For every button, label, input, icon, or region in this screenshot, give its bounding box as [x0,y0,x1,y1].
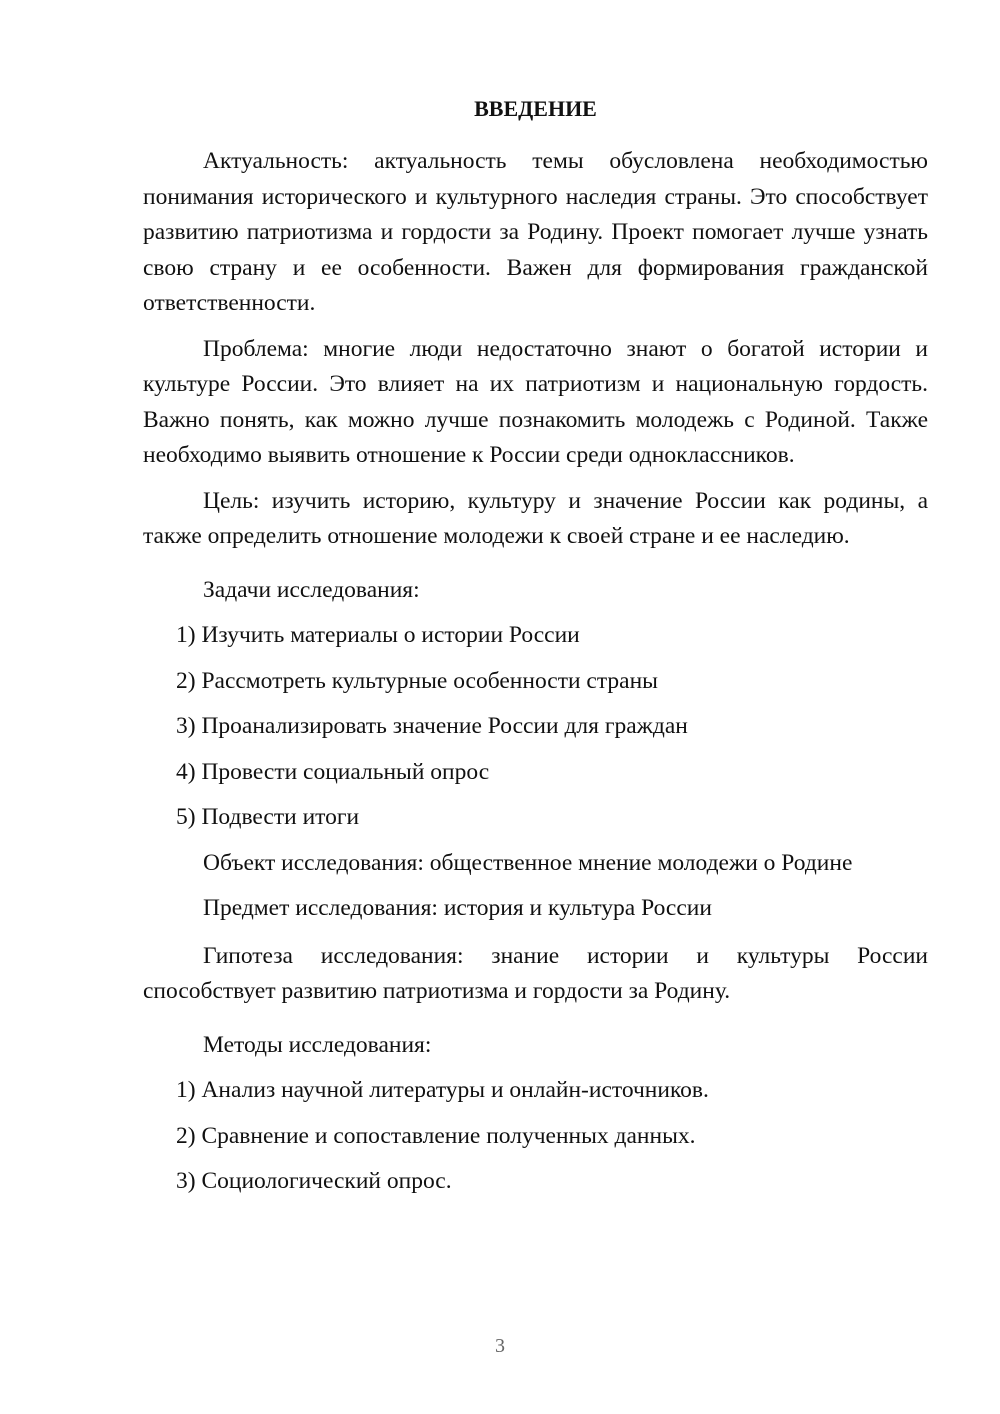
task-item: 4) Провести социальный опрос [176,758,490,785]
document-page [143,94,928,1212]
hypothesis-paragraph: Гипотеза исследования: знание истории и культуры России способствует развитию патриотизма и гордости за Родину. [143,942,928,1004]
relevance-paragraph: Актуальность: актуальность темы обусловлена необходимостью понимания исторического и культурного наследия страны. Это способствует развитию патриотизма и гордости за Родину. Проект помогает лучше узнать свою страну и ее особенности. Важен для формирования гражданской ответственности. [143,148,928,316]
page-number: 3 [495,1335,505,1357]
research-object: Объект исследования: общественное мнение молодежи о Родине [203,849,853,876]
method-item: 1) Анализ научной литературы и онлайн-источников. [176,1077,709,1103]
task-item: 2) Рассмотреть культурные особенности страны [176,667,658,694]
task-item: 5) Подвести итоги [176,804,360,830]
research-subject: Предмет исследования: история и культура России [203,895,712,921]
tasks-heading: Задачи исследования: [203,576,420,603]
method-item: 3) Социологический опрос. [176,1168,452,1194]
problem-paragraph: Проблема: многие люди недостаточно знают о богатой истории и культуре России. Это влияет на их патриотизм и национальную гордость. Важно понять, как можно лучше познакомить молодежь с Родиной. Также необходимо выявить отношение к России среди одноклассников. [143,335,928,468]
method-item: 2) Сравнение и сопоставление полученных данных. [176,1122,696,1149]
methods-heading: Методы исследования: [203,1031,432,1058]
task-item: 1) Изучить материалы о истории России [176,622,580,648]
task-item: 3) Проанализировать значение России для граждан [176,713,688,739]
goal-paragraph: Цель: изучить историю, культуру и значение России как родины, а также определить отношение молодежи к своей стране и ее наследию. [143,487,928,549]
section-title: ВВЕДЕНИЕ [474,96,597,121]
